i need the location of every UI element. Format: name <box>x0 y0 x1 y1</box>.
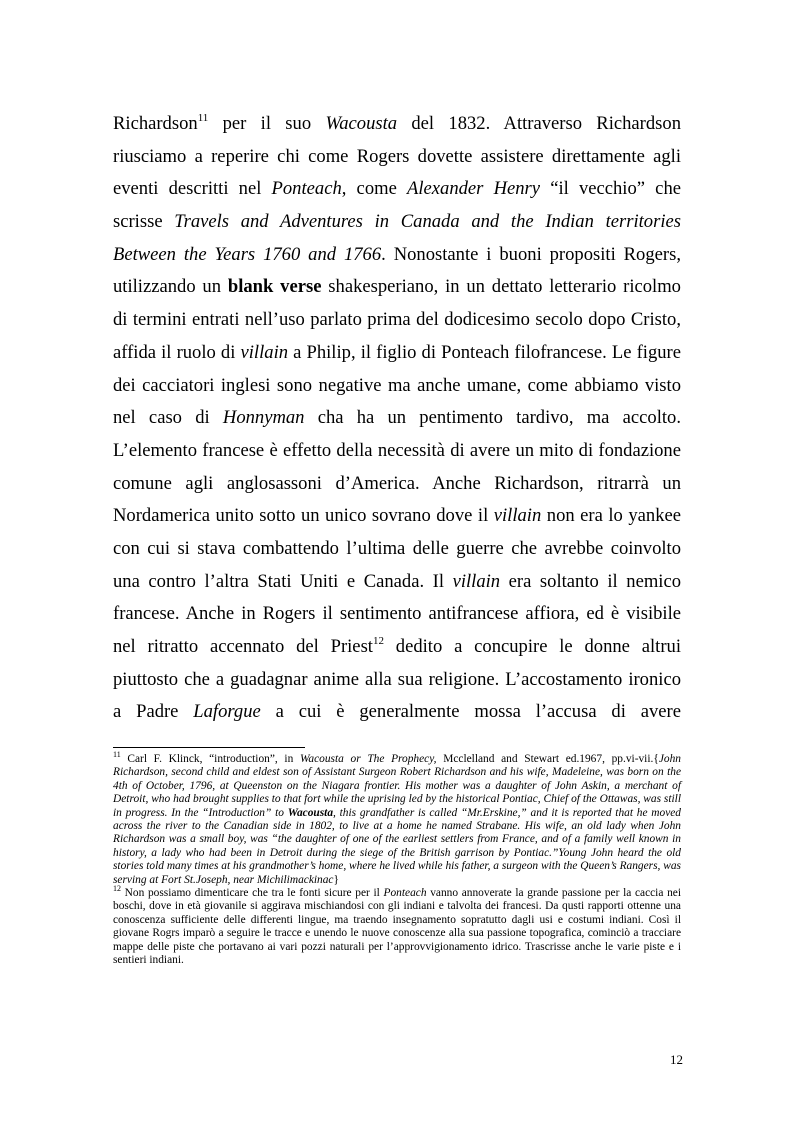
page-number: 12 <box>670 1052 683 1067</box>
footnote-11: $^{11}$ Carl F. Klinck, “introduction”, in Wacousta or The Prophecy, Mcclelland and Stewart ed.1967, pp.vi-vii.{John Richardson, second child and eldest son of Assistant Surgeon Robert Richardson and his wife, Madeleine, was born on the 4th of October, 1796, at Queenston on the Niagara frontier. His mother was a daughter of John Askin, a merchant of Detroit, who had brought supplies to that fort while the uprising led by the historical Pontiac, Chief of the Ottawas, was still in progress. In the “Introduction” to Wacousta, this grandfather is called “Mr.Erskine,” and it is reported that he moved across the river to the Canadian side in 1802, to live at a home he named Strabane. His wife, an old lady when John Richardson was a small boy, was “the daughter of one of the earliest settlers from France, and of a family well known in history, a lady who had been in Detroit during the siege of the British garrison by Pontiac.”Young John heard the old stories told many times at his grandmother’s home, where he lived while his father, a surgeon with the Queen’s Rangers, was serving at Fort St.Joseph, near Michilimackinac} <box>113 750 682 886</box>
text-line: nel ritratto accennato del Priest$^{12}$ dedito a concupire le donne altrui <box>113 635 681 657</box>
text-line: una contro l’altra Stati Uniti e Canada. Il villain era soltanto il nemico <box>113 570 681 592</box>
text-line: con cui si stava combattendo l’ultima delle guerre che avrebbe coinvolto <box>113 537 681 559</box>
footnote-divider <box>113 747 305 748</box>
text-line: scrisse Travels and Adventures in Canada and the Indian territories <box>113 211 681 233</box>
text-line: eventi descritti nel Ponteach, come Alexander Henry “il vecchio” che <box>113 178 681 200</box>
text-line: a Padre Laforgue a cui è generalmente mossa l’accusa di avere <box>113 701 681 723</box>
text-line: Between the Years 1760 and 1766. Nonostante i buoni propositi Rogers, <box>113 243 681 265</box>
text-line: Nordamerica unito sotto un unico sovrano dove il villain non era lo yankee <box>113 505 681 527</box>
footnote-ref-12: 12 <box>372 635 384 647</box>
text-line: riusciamo a reperire chi come Rogers dovette assistere direttamente agli <box>113 145 681 167</box>
text-line: comune agli anglosassoni d’America. Anche Richardson, ritrarrà un <box>113 472 681 494</box>
text-line: L’elemento francese è effetto della necessità di avere un mito di fondazione <box>113 439 681 461</box>
main-text <box>113 108 681 729</box>
text-line: Richardson$^{11}$ per il suo Wacousta del 1832. Attraverso Richardson <box>113 112 681 134</box>
footnote-ref-11: 11 <box>197 112 209 124</box>
footnote-12: $^{12}$ Non possiamo dimenticare che tra le fonti sicure per il Ponteach vanno annoverate la grande passione per la caccia nei boschi, dove in età giovanile si aggirava mischiandosi con gli indiani e talvolta dei francesi. Da qusti rapporti ottenne una conoscenza sufficiente delle differenti lingue, ma traendo insegnamento sopratutto dagli usi e costumi indiani. Così il giovane Rogrs imparò a seguire le tracce e unendo le nuove conoscenze alla sua passione topografica, cominciò a tracciare mappe delle piste che portavano ai vari pozzi naturali per l’approvvigionamento idrico. Trascrisse anche le varie piste e i sentieri indiani. <box>113 884 682 967</box>
text-line: piuttosto che a guadagnar anime alla sua religione. L’accostamento ironico <box>113 668 681 690</box>
text-line: dei cacciatori inglesi sono negative ma anche umane, come abbiamo visto <box>113 374 681 396</box>
text-line: di termini entrati nell’uso parlato prima del dodicesimo secolo dopo Cristo, <box>113 309 681 331</box>
text-line: nel caso di Honnyman cha ha un pentimento tardivo, ma accolto. <box>113 407 681 429</box>
text-line: francese. Anche in Rogers il sentimento antifrancese affiora, ed è visibile <box>113 603 681 625</box>
footnotes <box>113 750 682 968</box>
text-line: affida il ruolo di villain a Philip, il figlio di Ponteach filofrancese. Le figure <box>113 341 681 363</box>
text-line: utilizzando un blank verse shakesperiano, in un dettato letterario ricolmo <box>113 276 681 298</box>
